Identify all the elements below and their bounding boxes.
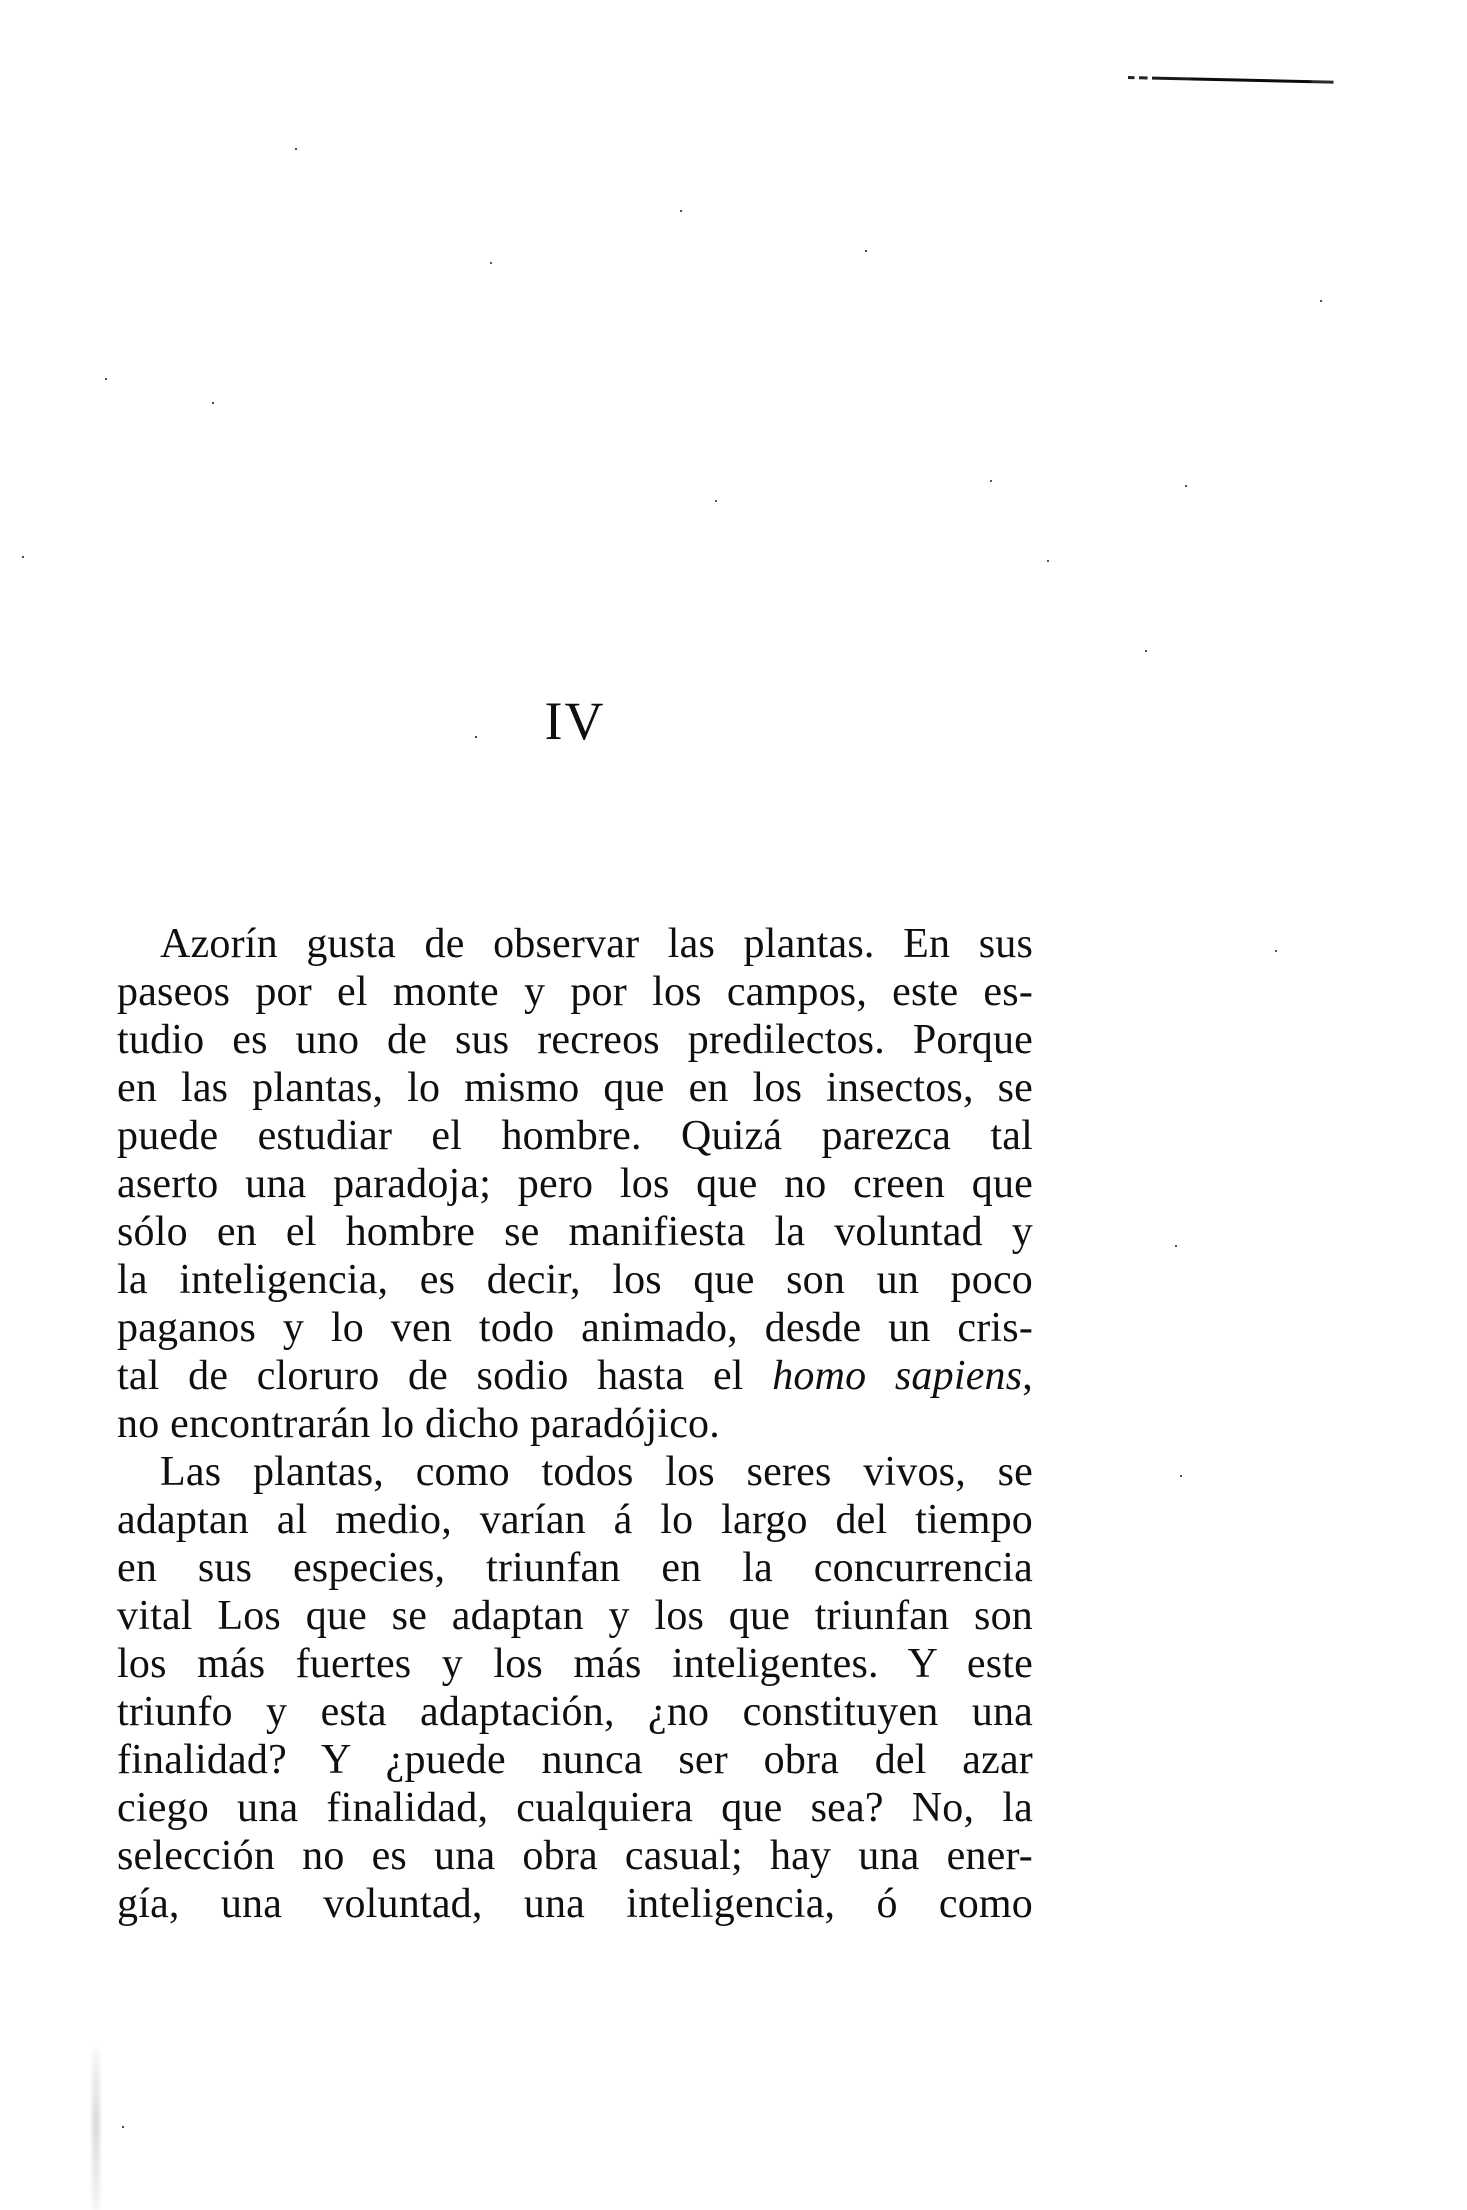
text-segment: tal de cloruro de sodio hasta el (117, 1353, 773, 1399)
text-line: Azorín gusta de observar las plantas. En sus (160, 921, 1033, 967)
text-line: selección no es una obra casual; hay una ener- (117, 1833, 1033, 1879)
text-line: la inteligencia, es decir, los que son un poco (117, 1257, 1033, 1303)
italic-phrase: homo sapiens (772, 1353, 1023, 1399)
text-line: en las plantas, lo mismo que en los insectos, se (117, 1065, 1033, 1111)
paragraph-2 (117, 1448, 1033, 1928)
text-line: no encontrarán lo dicho paradójico. (117, 1401, 720, 1447)
text-line: gía, una voluntad, una inteligencia, ó como (117, 1881, 1033, 1927)
text-line: sólo en el hombre se manifiesta la voluntad y (117, 1209, 1033, 1255)
chapter-number-heading: IV (544, 691, 606, 751)
text-line: vital Los que se adaptan y los que triunfan son (117, 1593, 1033, 1639)
text-line: paseos por el monte y por los campos, este es- (117, 969, 1033, 1015)
body-text (117, 920, 1033, 1928)
text-line: tudio es uno de sus recreos predilectos. Porque (117, 1017, 1033, 1063)
text-line: en sus especies, triunfan en la concurrencia (117, 1545, 1033, 1591)
text-line: puede estudiar el hombre. Quizá parezca tal (117, 1113, 1033, 1159)
text-line: los más fuertes y los más inteligentes. Y este (117, 1641, 1033, 1687)
text-line-with-italic (117, 1352, 1033, 1400)
text-line: Las plantas, como todos los seres vivos, se (160, 1449, 1033, 1495)
text-segment: , (1022, 1353, 1033, 1399)
page-edge-shadow (92, 2048, 100, 2210)
scan-artifact-line (1126, 76, 1342, 84)
scan-noise-dots (0, 0, 2, 2)
text-line: ciego una finalidad, cualquiera que sea? No, la (117, 1785, 1033, 1831)
text-line: paganos y lo ven todo animado, desde un cris- (117, 1305, 1033, 1351)
paragraph-1 (117, 920, 1033, 1448)
text-line: aserto una paradoja; pero los que no creen que (117, 1161, 1033, 1207)
text-line: finalidad? Y ¿puede nunca ser obra del azar (117, 1737, 1033, 1783)
text-line: triunfo y esta adaptación, ¿no constituyen una (117, 1689, 1033, 1735)
text-line: adaptan al medio, varían á lo largo del tiempo (117, 1497, 1033, 1543)
